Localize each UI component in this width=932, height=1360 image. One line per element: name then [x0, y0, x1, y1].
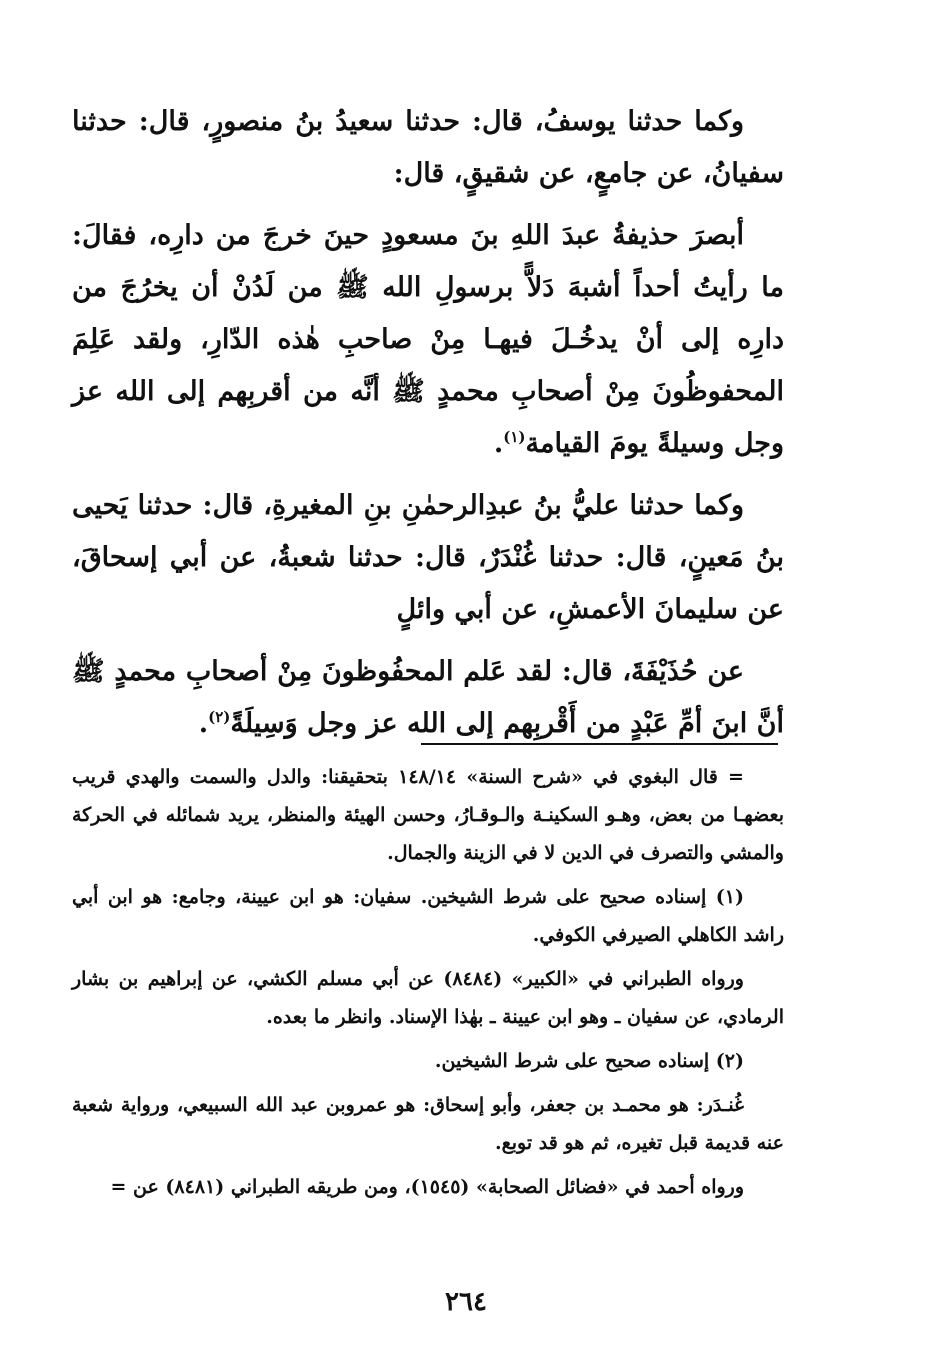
- paragraph-isnad-1: [72, 96, 784, 200]
- paragraph-text: وكما حدثنا عليُّ بنُ عبدِالرحمٰنِ بنِ المغيرةِ، قال: حدثنا يَحيى بنُ مَعينٍ، قال: حدثنا غُنْدَرٌ، قال: حدثنا شعبةُ، عن أبي إسحاقَ، عن سليمانَ الأعمشِ، عن أبي وائلٍ: [72, 490, 784, 625]
- footnote-2-continued-more: ورواه أحمد في «فضائل الصحابة» (١٥٤٥)، ومن طريقه الطبراني (٨٤٨١) عن =: [110, 1176, 744, 1198]
- period: .: [493, 428, 504, 459]
- period: .: [198, 708, 209, 739]
- paragraph-hadith-1: [72, 210, 784, 470]
- footnote-2: (٢) إسناده صحيح على شرط الشيخين.: [434, 1050, 744, 1072]
- paragraph-isnad-2: [72, 480, 784, 636]
- paragraph-text: أبصرَ حذيفةُ عبدَ اللهِ بنَ مسعودٍ حينَ خرجَ من دارِه، فقالَ: ما رأيتُ أحداً أشبهَ دَلاًّ برسولِ الله ﷺ من لَدُنْ أن يخرُجَ من دارِه إلى أنْ يدخُـلَ فيهـا مِنْ صاحبِ هٰذه الدّارِ، ولقد عَلِمَ المحفوظُونَ مِنْ أصحابِ محمدٍ ﷺ أنَّه من أقربِهم إلى الله عز وجل وسيلةً يومَ القيامة: [72, 220, 784, 459]
- footnote-continuation: = قال البغوي في «شرح السنة» ١٤٨/١٤ بتحقيقنا: والدل والسمت والهدي قريب بعضهـا من بعض، وهـو السكينـة والـوقـارُ، وحسن الهيئة والمنظر، يريد شمائله في الحركة والمشي والتصرف في الدين لا في الزينة والجمال.: [72, 766, 784, 864]
- footnote-reference-2: (٢): [208, 708, 231, 726]
- footnote-1: (١) إسناده صحيح على شرط الشيخين. سفيان: هو ابن عيينة، وجامع: هو ابن أبي راشد الكاهلي الصيرفي الكوفي.: [72, 886, 784, 946]
- footnote-2-continued: غُنـدَر: هو محمـد بن جعفر، وأبو إسحاق: هو عمروبن عبد الله السبيعي، ورواية شعبة عنه قديمة قبل تغيره، ثم هو قد توبع.: [72, 1094, 784, 1154]
- paragraph-hadith-2: [72, 646, 784, 750]
- paragraph-text: وكما حدثنا يوسفُ، قال: حدثنا سعيدُ بنُ منصورٍ، قال: حدثنا سفيانُ، عن جامعٍ، عن شقيقٍ، قال:: [72, 106, 784, 189]
- footnote-separator: [421, 743, 778, 745]
- main-text: [72, 96, 784, 760]
- footnotes: [72, 758, 784, 1212]
- footnote-1-continued: ورواه الطبراني في «الكبير» (٨٤٨٤) عن أبي مسلم الكشي، عن إبراهيم بن بشار الرمادي، عن سفيان ـ وهو ابن عيينة ـ بهٰذا الإسناد. وانظر ما بعده.: [72, 968, 784, 1028]
- footnote-reference-1: (١): [503, 428, 526, 446]
- page-number: ٢٦٤: [445, 1287, 487, 1317]
- paragraph-text: عن حُذَيْفَةَ، قال: لقد عَلم المحفُوظونَ مِنْ أصحابِ محمدٍ ﷺ أنَّ ابنَ أمِّ عَبْدٍ من أَقْربِهم إلى الله عز وجل وَسِيلَةً: [72, 656, 784, 739]
